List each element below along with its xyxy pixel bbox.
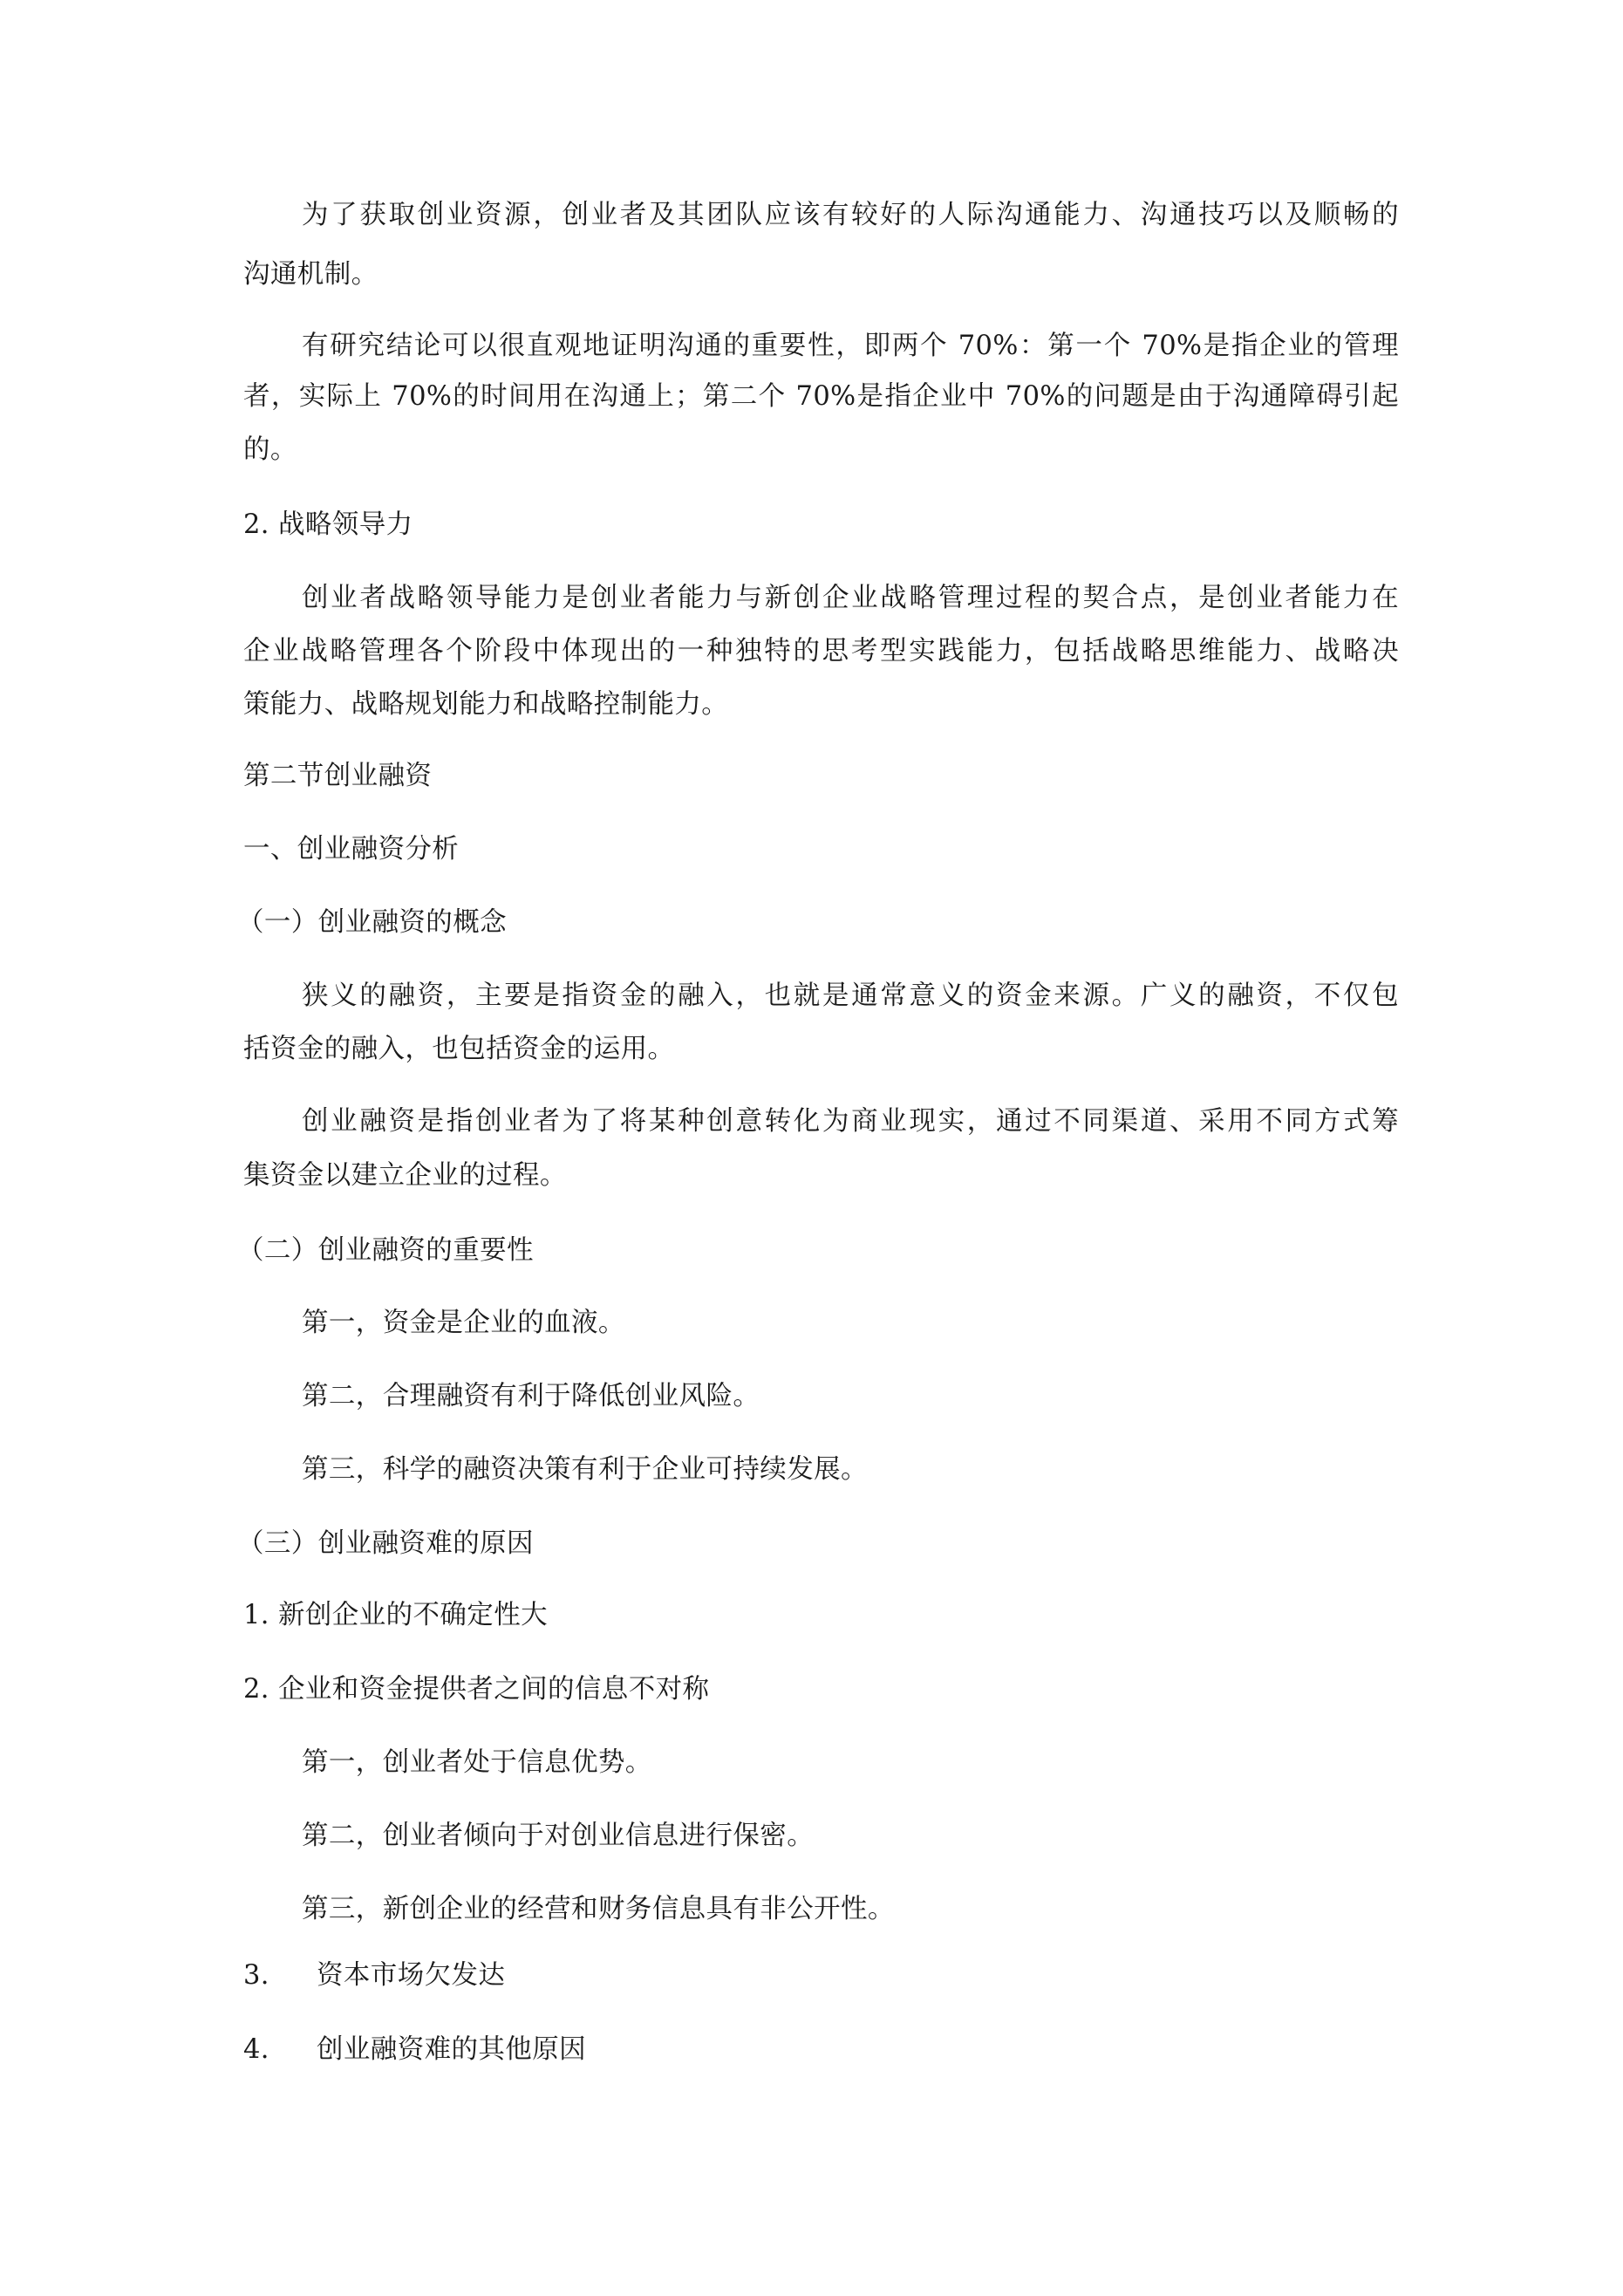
paragraph-line: 者，实际上 70%的时间用在沟通上；第二个 70%是指企业中 70%的问题是由于沟通障碍引起 [243,381,1399,412]
paragraph-line: 狭义的融资，主要是指资金的融入，也就是通常意义的资金来源。广义的融资，不仅包 [302,981,1399,1011]
list-number: 4. [243,2034,269,2065]
list-item: 2. 企业和资金提供者之间的信息不对称 [243,1674,710,1705]
paragraph-line: 有研究结论可以很直观地证明沟通的重要性，即两个 70%：第一个 70%是指企业的管理 [302,331,1399,361]
paragraph-line: 创业者战略领导能力是创业者能力与新创企业战略管理过程的契合点，是创业者能力在 [302,583,1399,613]
list-item [243,1958,505,1993]
section-heading: 一、创业融资分析 [243,834,460,864]
list-number: 3. [243,1960,269,1991]
list-item-text: 资本市场欠发达 [317,1960,506,1991]
paragraph-line: 创业融资是指创业者为了将某种创意转化为商业现实，通过不同渠道、采用不同方式筹 [302,1106,1399,1137]
paragraph-line: 为了获取创业资源，创业者及其团队应该有较好的人际沟通能力、沟通技巧以及顺畅的 [302,200,1399,230]
paragraph-line: 沟通机制。 [243,259,378,290]
list-item [243,2033,586,2067]
paragraph-line: 集资金以建立企业的过程。 [243,1160,567,1191]
section-heading: 2. 战略领导力 [243,509,413,540]
list-item: 第一，创业者处于信息优势。 [302,1747,652,1778]
list-item-text: 创业融资难的其他原因 [317,2034,586,2065]
subsection-heading: （一）创业融资的概念 [237,907,507,938]
list-item: 第二，合理融资有利于降低创业风险。 [302,1381,760,1411]
list-item: 第一，资金是企业的血液。 [302,1308,625,1338]
list-item: 第二，创业者倾向于对创业信息进行保密。 [302,1821,815,1851]
list-item: 第三，科学的融资决策有利于企业可持续发展。 [302,1454,868,1485]
subsection-heading: （三）创业融资难的原因 [237,1528,534,1559]
paragraph-line: 括资金的融入，也包括资金的运用。 [243,1034,675,1064]
chapter-section-title: 第二节创业融资 [243,761,433,791]
paragraph-line: 企业战略管理各个阶段中体现出的一种独特的思考型实践能力，包括战略思维能力、战略决 [243,636,1399,666]
list-item: 第三，新创企业的经营和财务信息具有非公开性。 [302,1894,895,1924]
paragraph-line: 策能力、战略规划能力和战略控制能力。 [243,689,729,720]
list-item: 1. 新创企业的不确定性大 [243,1600,548,1630]
paragraph-line: 的。 [243,434,297,465]
subsection-heading: （二）创业融资的重要性 [237,1235,534,1266]
